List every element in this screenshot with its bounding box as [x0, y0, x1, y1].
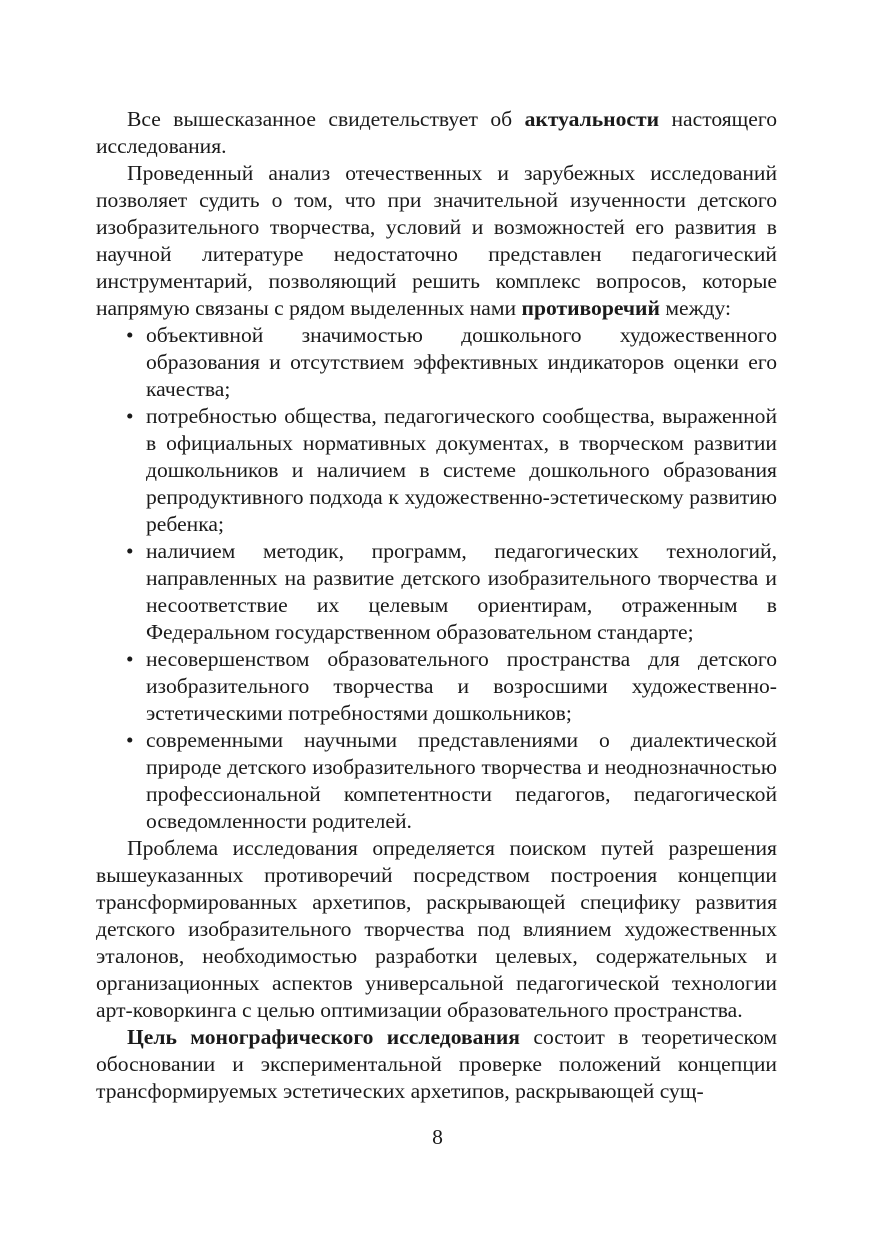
bullet-icon: •	[126, 647, 134, 671]
list-item: • потребностью общества, педагогического сообщества, выраженной в официальных нормативных документах, в творческом развитии дошкольников и наличием в системе дошкольного образования репродуктивного подхода к художественно-эстетическому развитию ребенка;	[126, 404, 777, 536]
bold-term-goal: Цель монографического исследования	[127, 1025, 520, 1049]
paragraph-relevance: Все вышесказанное свидетельствует об актуальности настоящего исследования.	[96, 107, 778, 158]
list-item: • несовершенством образовательного пространства для детского изобразительного творчества и возросшими художественно-эстетическими потребностями дошкольников;	[126, 647, 777, 725]
bullet-icon: •	[126, 539, 134, 563]
paragraph-goal: Цель монографического исследования состоит в теоретическом обосновании и экспериментальной проверке положений концепции трансформируемых эстетических архетипов, раскрывающей сущ-	[96, 1025, 777, 1103]
list-item: • наличием методик, программ, педагогических технологий, направленных на развитие детского изобразительного творчества и несоответствие их целевым ориентирам, отраженным в Федеральном государственном образовательном стандарте;	[126, 539, 777, 644]
paragraph-analysis: Проведенный анализ отечественных и зарубежных исследований позволяет судить о том, что при значительной изученности детского изобразительного творчества, условий и возможностей его развития в научной литературе недостаточно представлен педагогический инструментарий, позволяющий решить комплекс вопросов, которые напрямую связаны с рядом выделенных нами противоречий между:	[96, 161, 777, 320]
list-item: • современными научными представлениями о диалектической природе детского изобразительного творчества и неоднозначностью профессиональной компетентности педагогов, педагогической осведомленности родителей.	[126, 728, 777, 833]
contradictions-list	[96, 322, 777, 835]
bold-term-relevance: актуальности	[524, 107, 660, 131]
bullet-icon: •	[126, 728, 134, 752]
page-number: 8	[432, 1125, 443, 1149]
bold-term-contradictions: противоречий	[521, 296, 660, 320]
bullet-icon: •	[126, 404, 134, 428]
paragraph-problem: Проблема исследования определяется поиском путей разрешения вышеуказанных противоречий посредством построения концепции трансформированных архетипов, раскрывающей специфику развития детского изобразительного творчества под влиянием художественных эталонов, необходимостью разработки целевых, содержательных и организационных аспектов универсальной педагогической технологии арт-коворкинга с целью оптимизации образовательного пространства.	[96, 836, 777, 1022]
bullet-icon: •	[126, 323, 134, 347]
body-text	[96, 106, 777, 1105]
list-item: • объективной значимостью дошкольного художественного образования и отсутствием эффективных индикаторов оценки его качества;	[126, 323, 777, 401]
